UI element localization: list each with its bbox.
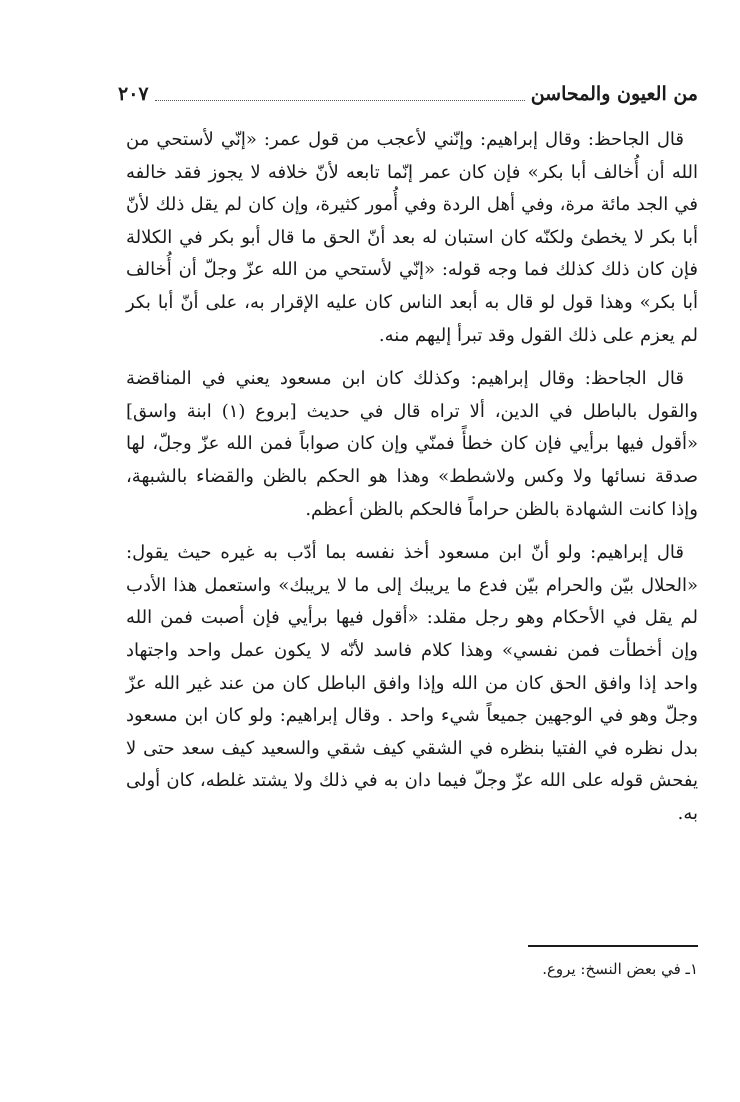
paragraph-1: قال الجاحظ: وقال إبراهيم: وإنّني لأعجب من قول عمر: «إنّي لأستحي من الله أن أُخالف أبا بكر» فإن كان عمر إنّما تابعه لأنّ خلافه لا يجوز فقد خالفه في الجد مائة مرة، وفي أهل الردة وفي أُمور كثيرة، وإن كان لم يقل ذلك لأنّ أبا بكر لا يخطئ ولكنّه كان استبان له بعد أنّ الحق ما قال أبو بكر في الكلالة فإن كان ذلك كذلك فما وجه قوله: «إنّي لأستحي من الله عزّ وجلّ أن أُخالف أبا بكر» وهذا قول لو قال به أبعد الناس كان عليه الإقرار به، على أنّ أبا بكر لم يعزم على ذلك القول وقد تبرأ إليهم منه. [126,129,698,346]
header-dotted-leader [155,99,525,101]
running-header [118,74,698,104]
paragraph-3: قال إبراهيم: ولو أنّ ابن مسعود أخذ نفسه بما أدّب به غيره حيث يقول: «الحلال بيّن والحرام بيّن فدع ما يريبك إلى ما لا يريبك» واستعمل هذا الأدب لم يقل في الأحكام وهو رجل مقلد: «أقول فيها برأيي فإن أصبت فمن الله وإن أخطأت فمن نفسي» وهذا كلام فاسد لأنّه لا يكون عمل واحد واجتهاد واحد إذا وافق الحق كان من الله وإذا وافق الباطل كان من عند غير الله عزّ وجلّ وهو في الوجهين جميعاً شيء واحد . وقال إبراهيم: ولو كان ابن مسعود بدل نظره في الفتيا بنظره في الشقي كيف شقي والسعيد كيف سعد حتى لا يفحش قوله على الله عزّ وجلّ فيما دان به في ذلك ولا يشتد غلطه، كان أولى به. [126,542,698,824]
running-title: من العيون والمحاسن [530,83,698,105]
footnote-divider [528,945,698,947]
body-text [126,124,698,841]
page-number: ٢٠٧ [118,83,149,105]
paragraph-2: قال الجاحظ: وقال إبراهيم: وكذلك كان ابن مسعود يعني في المناقضة والقول بالباطل في الدين، ألا تراه قال في حديث [بروع (١) ابنة واسق] «أقول فيها برأيي فإن كان خطأً فمنّي وإن كان صواباً فمن الله عزّ وجلّ، لها صدقة نسائها ولا وكس ولاشطط» وهذا هو الحكم بالظن والقضاء بالشبهة، وإذا كانت الشهادة بالظن حراماً فالحكم بالظن أعظم. [126,368,698,520]
footnote: ١ـ في بعض النسخ: يروع. [542,960,698,978]
